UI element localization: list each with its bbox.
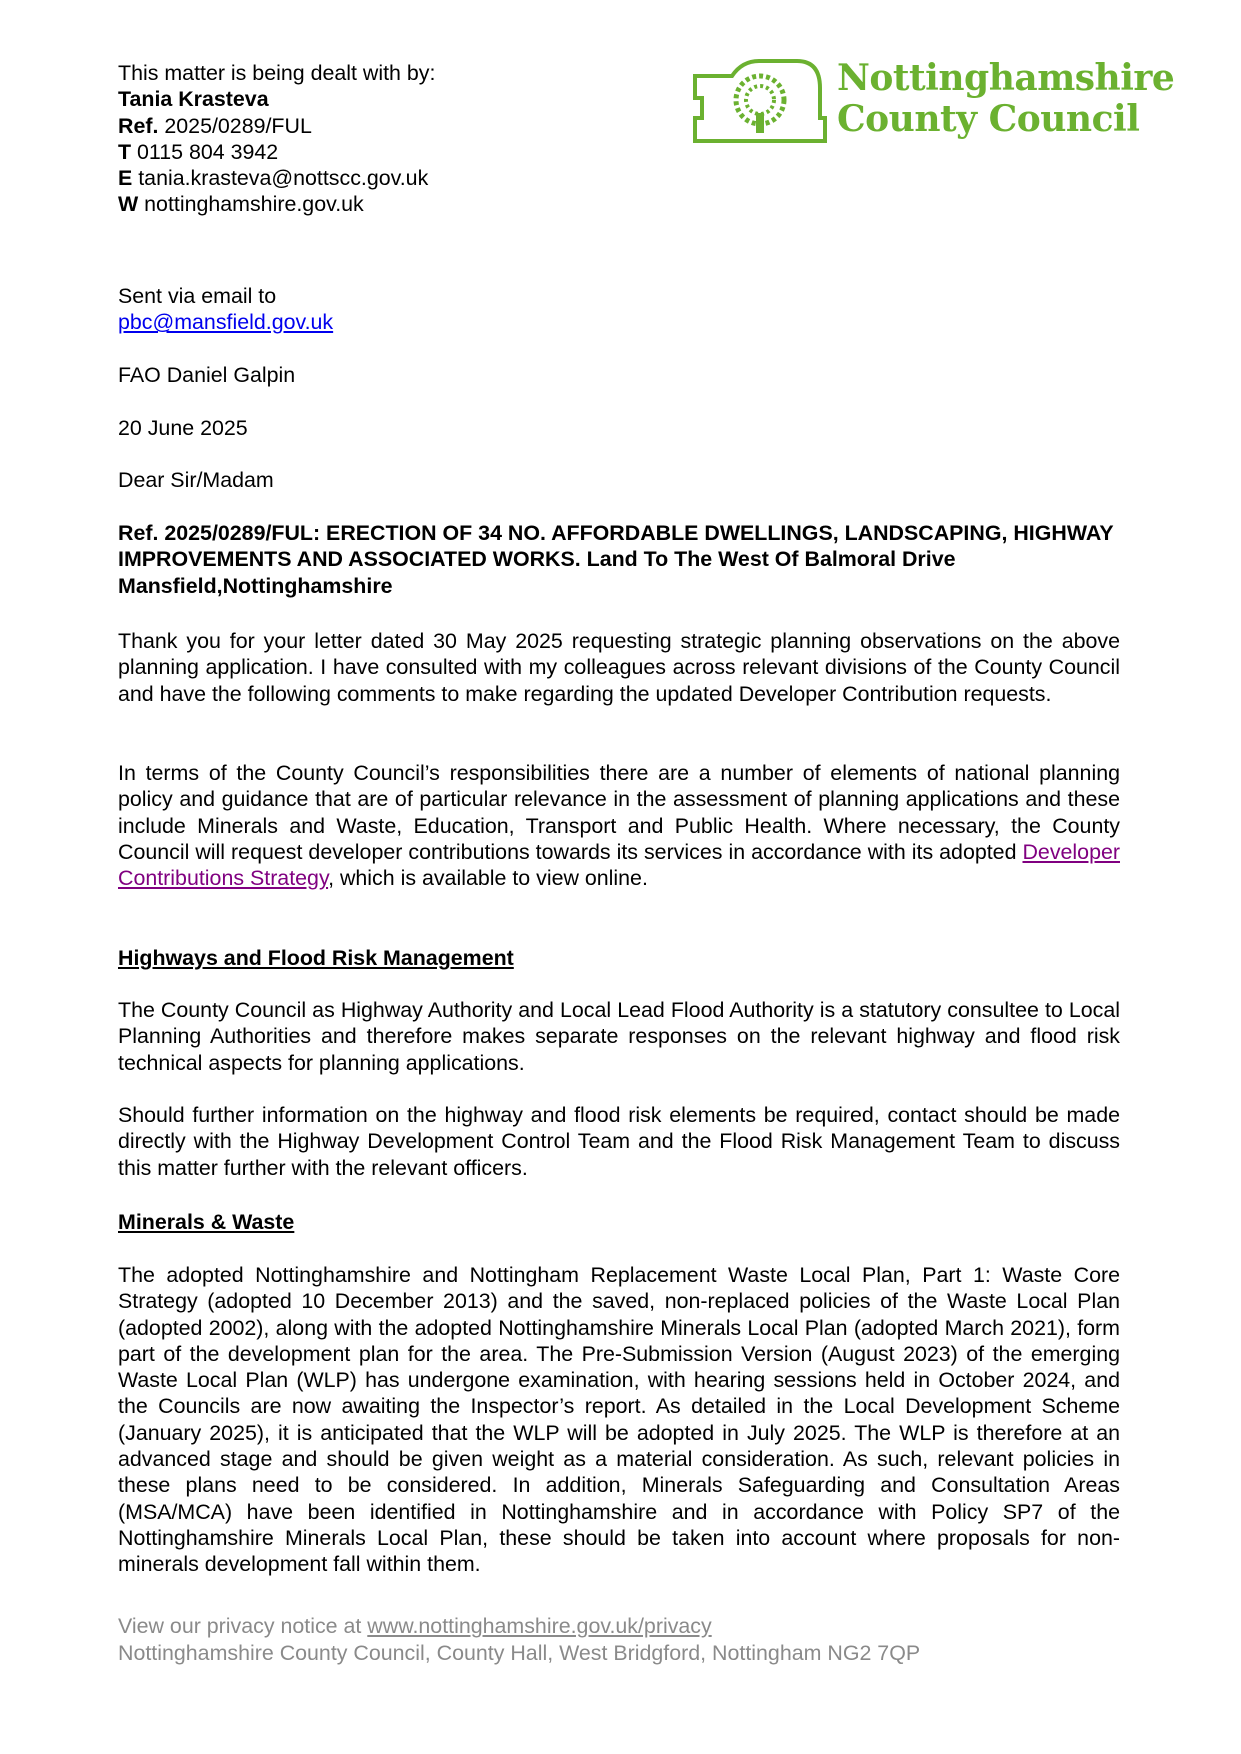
ref-label: Ref.	[118, 113, 159, 138]
sender-intro: This matter is being dealt with by:	[118, 61, 436, 85]
logo-line1: Nottinghamshire	[837, 57, 1175, 99]
sender-email: tania.krasteva@nottscc.gov.uk	[138, 166, 429, 191]
sender-phone: 0115 804 3942	[137, 139, 279, 164]
logo-line2: County Council	[837, 98, 1140, 140]
fao: FAO Daniel Galpin	[118, 363, 296, 387]
oak-tree-emblem-icon	[692, 58, 827, 144]
para2-text: In terms of the County Council’s responsibilities there are a number of elements of national planning policy and guidance that are of particular relevance in the assessment of planning applications and these include Minerals and Waste, Education, Transport and Public Health. Where necessary, the County Council will request developer contributions towards its services in accordance with its adopted	[118, 761, 1120, 864]
highways-paragraph-1: The County Council as Highway Authority and Local Lead Flood Authority is a statutory consultee to Local Planning Authorities and therefore makes separate responses on the relevant highway and flood risk technical aspects for planning applications.	[118, 998, 1120, 1075]
email-label: E	[118, 166, 133, 191]
sent-via: Sent via email to	[118, 284, 277, 308]
sender-name: Tania Krasteva	[118, 87, 269, 112]
letter-date: 20 June 2025	[118, 416, 248, 440]
para2-text-end: , which is available to view online.	[328, 866, 648, 891]
phone-label: T	[118, 139, 132, 164]
privacy-text: View our privacy notice at	[118, 1614, 368, 1638]
subject-heading: Ref. 2025/0289/FUL: ERECTION OF 34 NO. AFFORDABLE DWELLINGS, LANDSCAPING, HIGHWAY IMPROVEMENTS AND ASSOCIATED WORKS. Land To The West Of Balmoral Drive Mansfield,Nottinghamshire	[118, 521, 1114, 598]
highways-heading: Highways and Flood Risk Management	[118, 946, 514, 970]
sender-ref: 2025/0289/FUL	[164, 113, 312, 138]
recipient	[118, 283, 1120, 336]
paragraph-responsibilities	[118, 760, 1120, 891]
recipient-email-link[interactable]: pbc@mansfield.gov.uk	[118, 310, 334, 335]
developer-contributions-link[interactable]: Developer Contributions Strategy	[118, 839, 1120, 891]
salutation: Dear Sir/Madam	[118, 468, 274, 492]
sender-web: nottinghamshire.gov.uk	[144, 192, 364, 217]
council-logo	[692, 58, 1192, 144]
minerals-heading: Minerals & Waste	[118, 1210, 295, 1234]
web-label: W	[118, 192, 139, 217]
council-address: Nottinghamshire County Council, County Hall, West Bridgford, Nottingham NG2 7QP	[118, 1641, 921, 1665]
highways-paragraph-2: Should further information on the highway and flood risk elements be required, contact should be made directly with the Highway Development Control Team and the Flood Risk Management Team to discuss this matter further with the relevant officers.	[118, 1103, 1120, 1180]
privacy-link[interactable]: www.nottinghamshire.gov.uk/privacy	[367, 1614, 712, 1638]
minerals-paragraph: The adopted Nottinghamshire and Nottingham Replacement Waste Local Plan, Part 1: Waste Core Strategy (adopted 10 December 2013) and the saved, non-replaced policies of the Waste Local Plan (adopted 2002), along with the adopted Nottinghamshire Minerals Local Plan (adopted March 2021), form part of the development plan for the area. The Pre-Submission Version (August 2023) of the emerging Waste Local Plan (WLP) has undergone examination, with hearing sessions held in October 2024, and the Councils are now awaiting the Inspector’s report. As detailed in the Local Development Scheme (January 2025), it is anticipated that the WLP will be adopted in July 2025. The WLP is therefore at an advanced stage and should be given weight as a material consideration. As such, relevant policies in these plans need to be considered. In addition, Minerals Safeguarding and Consultation Areas (MSA/MCA) have been identified in Nottinghamshire and in accordance with Policy SP7 of the Nottinghamshire Minerals Local Plan, these should be taken into account where proposals for non-minerals development fall within them.	[118, 1263, 1120, 1577]
paragraph-intro: Thank you for your letter dated 30 May 2025 requesting strategic planning observations on the above planning application. I have consulted with my colleagues across relevant divisions of the County Council and have the following comments to make regarding the updated Developer Contribution requests.	[118, 629, 1120, 706]
footer	[118, 1613, 920, 1667]
